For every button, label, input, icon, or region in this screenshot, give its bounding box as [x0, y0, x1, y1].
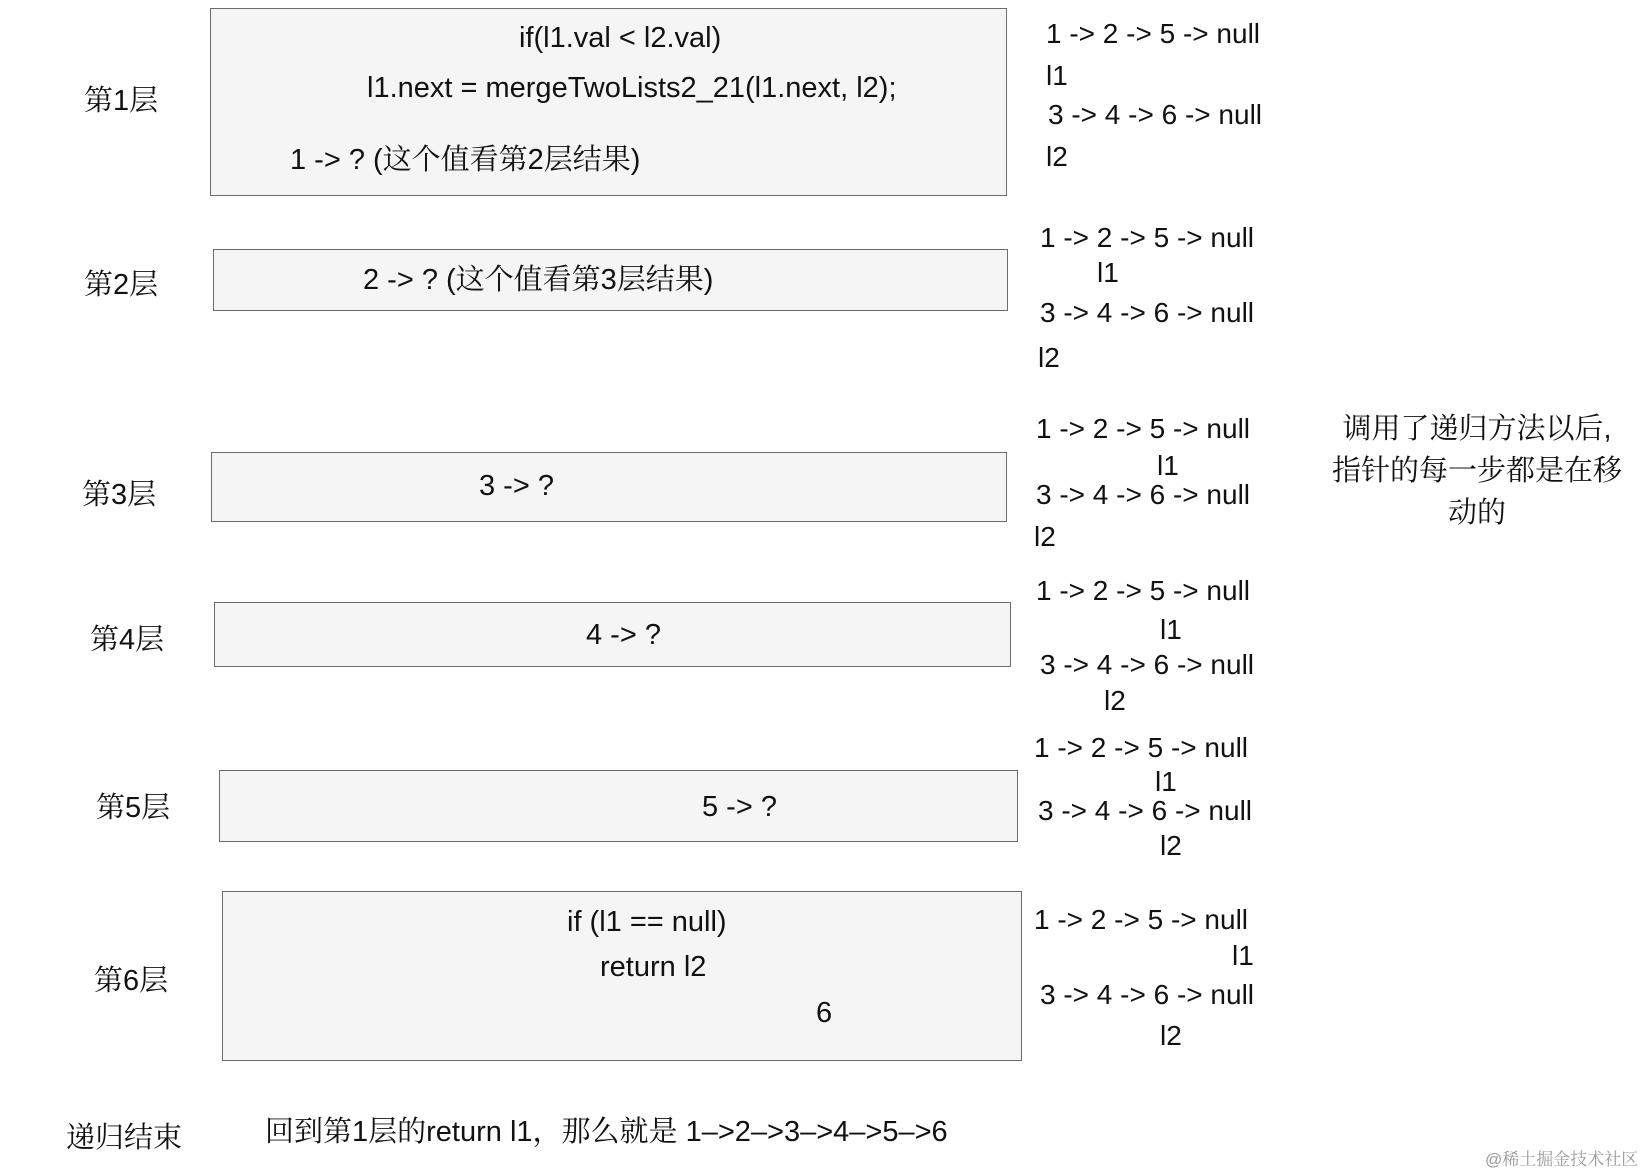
side-note-line-2: 指针的每一步都是在移: [1331, 455, 1622, 487]
level-4-label: 第4层: [90, 624, 165, 656]
side-note: [1327, 408, 1627, 534]
level-5-box: [219, 770, 1018, 842]
level-5-result: 5 -> ?: [702, 791, 777, 823]
level-4-result: 4 -> ?: [586, 619, 661, 651]
level-4-pointer-l2: l2: [1104, 685, 1126, 716]
level-4-pointer-l1: l1: [1160, 614, 1182, 645]
side-note-line-3: 动的: [1447, 497, 1506, 529]
level-5-pointer-l1: l1: [1155, 766, 1177, 797]
watermark: @稀土掘金技术社区: [1485, 1150, 1639, 1169]
recursion-end-label: 递归结束: [66, 1122, 183, 1154]
level-5-list-a: 1 -> 2 -> 5 -> null: [1034, 732, 1249, 763]
level-1-list-b: 3 -> 4 -> 6 -> null: [1048, 99, 1263, 130]
level-6-pointer-l2: l2: [1160, 1020, 1182, 1051]
level-1-condition: if(l1.val < l2.val): [519, 22, 722, 54]
level-1-pointer-l1: l1: [1046, 60, 1068, 91]
level-3-label: 第3层: [82, 479, 157, 511]
level-6-pointer-l1: l1: [1232, 940, 1254, 971]
side-note-line-1: 调用了递归方法以后,: [1342, 413, 1612, 445]
level-3-result: 3 -> ?: [479, 470, 554, 502]
level-6-return: return l2: [600, 951, 707, 983]
level-6-list-b: 3 -> 4 -> 6 -> null: [1040, 979, 1255, 1010]
level-5-list-b: 3 -> 4 -> 6 -> null: [1038, 795, 1253, 826]
level-6-list-a: 1 -> 2 -> 5 -> null: [1034, 904, 1249, 935]
level-2-pointer-l2: l2: [1038, 342, 1060, 373]
level-4-list-b: 3 -> 4 -> 6 -> null: [1040, 649, 1255, 680]
level-6-value: 6: [816, 997, 833, 1029]
recursion-end-text: 回到第1层的return l1，那么就是 1–>2–>3–>4–>5–>6: [265, 1116, 948, 1148]
level-2-result: 2 -> ? (这个值看第3层结果): [363, 264, 714, 296]
level-2-pointer-l1: l1: [1097, 257, 1119, 288]
level-3-list-a: 1 -> 2 -> 5 -> null: [1036, 413, 1251, 444]
level-6-label: 第6层: [94, 965, 169, 997]
level-2-label: 第2层: [84, 269, 159, 301]
level-3-pointer-l1: l1: [1157, 450, 1179, 481]
level-2-list-a: 1 -> 2 -> 5 -> null: [1040, 222, 1255, 253]
level-1-result: 1 -> ? (这个值看第2层结果): [290, 144, 641, 176]
level-2-list-b: 3 -> 4 -> 6 -> null: [1040, 297, 1255, 328]
level-1-recursive-call: l1.next = mergeTwoLists2_21(l1.next, l2);: [367, 72, 897, 104]
level-1-label: 第1层: [84, 85, 159, 117]
level-3-list-b: 3 -> 4 -> 6 -> null: [1036, 479, 1251, 510]
level-4-list-a: 1 -> 2 -> 5 -> null: [1036, 575, 1251, 606]
level-3-pointer-l2: l2: [1034, 521, 1056, 552]
level-1-pointer-l2: l2: [1046, 141, 1068, 172]
level-1-list-a: 1 -> 2 -> 5 -> null: [1046, 18, 1261, 49]
level-5-pointer-l2: l2: [1160, 830, 1182, 861]
level-5-label: 第5层: [96, 792, 171, 824]
level-6-condition: if (l1 == null): [567, 906, 727, 938]
level-3-box: [211, 452, 1007, 522]
